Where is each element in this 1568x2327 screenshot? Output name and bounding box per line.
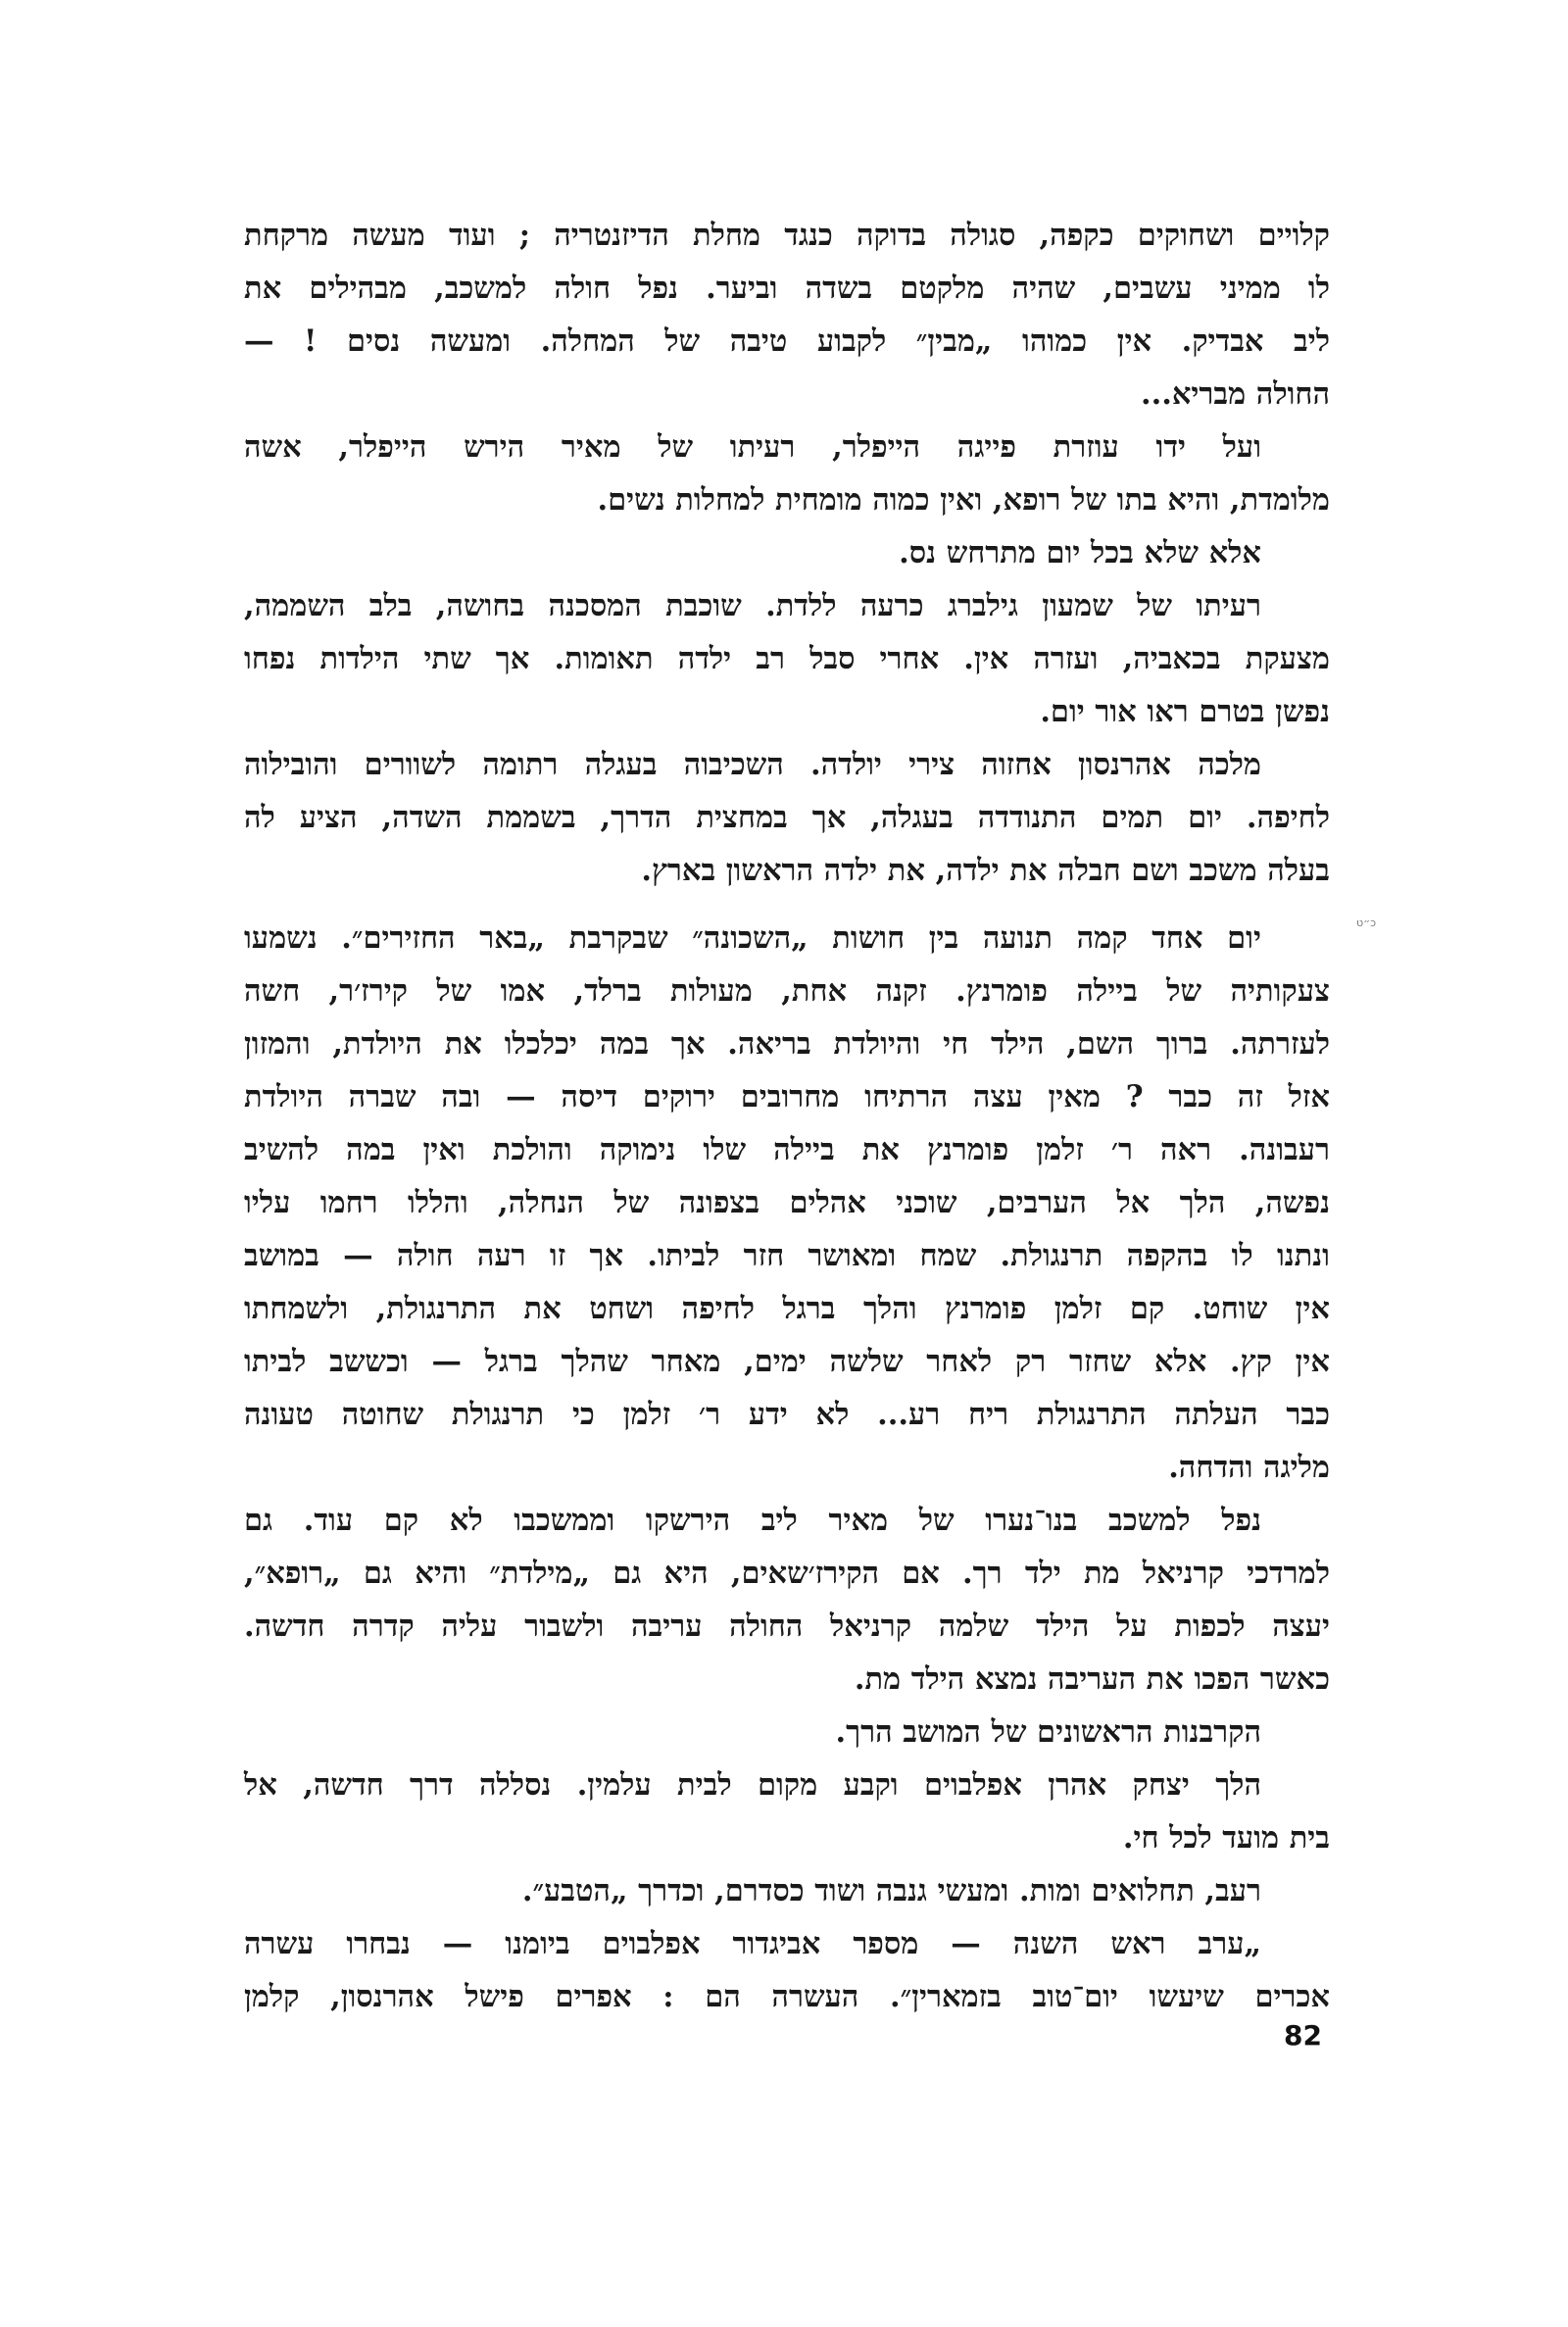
text-line: ונתנו לו בהקפה תרנגולת. שמח ומאושר חזר לביתו. אך זו רעה חולה — במושב <box>244 1238 1330 1273</box>
text-line: רעבונה. ראה ר׳ זלמן פומרנץ את ביילה שלו נימוקה והולכת ואין במה להשיב <box>244 1132 1330 1167</box>
text-line: כבר העלתה התרנגולת ריח רע... לא ידע ר׳ זלמן כי תרנגולת שחוטה טעונה <box>244 1397 1330 1432</box>
text-line: אין קץ. אלא שחזר רק לאחר שלשה ימים, מאחר שהלך ברגל — וכששב לביתו <box>244 1344 1330 1379</box>
text-line: לחיפה. יום תמים התנודדה בעגלה, אך במחצית הדרך, בשממת השדה, הציע לה <box>244 800 1330 835</box>
text-line: החולה מבריא... <box>1140 376 1330 412</box>
text-line: לעזרתה. ברוך השם, הילד חי והיולדת בריאה. אך במה יכלכלו את היולדת, והמזון <box>244 1026 1330 1062</box>
margin-mark: כ״ט <box>1356 916 1377 929</box>
text-line: רעב, תחלואים ומות. ומעשי גנבה ושוד כסדרם, וכדרך „הטבע״. <box>521 1873 1261 1908</box>
text-line: „ערב ראש השנה — מספר אביגדור אפלבוים ביומנו — נבחרו עשרה <box>244 1926 1261 1961</box>
text-line: לו ממיני עשבים, שהיה מלקטם בשדה וביער. נפל חולה למשכב, מבהילים את <box>244 271 1330 306</box>
text-line: נפל למשכב בנו־נערו של מאיר ליב הירשקו וממשכבו לא קם עוד. גם <box>244 1503 1261 1538</box>
text-line: מלכה אהרנסון אחזוה צירי יולדה. השכיבוה בעגלה רתומה לשוורים והובילוה <box>244 747 1261 782</box>
text-line: יעצה לכפות על הילד שלמה קרניאל החולה עריבה ולשבור עליה קדרה חדשה. <box>244 1609 1330 1644</box>
text-line: נפשה, הלך אל הערבים, שוכני אהלים בצפונה של הנחלה, והללו רחמו עליו <box>244 1185 1330 1220</box>
text-line: אזל זה כבר ? מאין עצה הרתיחו מחרובים ירוקים דיסה — ובה שברה היולדת <box>244 1079 1330 1114</box>
text-line: בית מועד לכל חי. <box>1122 1820 1330 1856</box>
text-line: מלומדת, והיא בתו של רופא, ואין כמוה מומחית למחלות נשים. <box>597 482 1330 518</box>
text-line: אין שוחט. קם זלמן פומרנץ והלך ברגל לחיפה ושחט את התרנגולת, ולשמחתו <box>244 1291 1330 1326</box>
text-line: קלויים ושחוקים כקפה, סגולה בדוקה כנגד מחלת הדיזנטריה ; ועוד מעשה מרקחת <box>244 218 1330 253</box>
text-line: רעיתו של שמעון גילברג כרעה ללדת. שוכבת המסכנה בחושה, בלב השממה, <box>244 588 1261 623</box>
text-line: הקרבנות הראשונים של המושב הרך. <box>835 1714 1261 1750</box>
text-line: בעלה משכב ושם חבלה את ילדה, את ילדה הראשון בארץ. <box>641 853 1330 888</box>
text-line: נפשן בטרם ראו אור יום. <box>1040 694 1330 729</box>
text-line: מליגה והדחה. <box>1168 1450 1330 1485</box>
text-line: מצעקת בכאביה, ועזרה אין. אחרי סבל רב ילדה תאומות. אך שתי הילדות נפחו <box>244 641 1330 676</box>
text-line: הלך יצחק אהרן אפלבוים וקבע מקום לבית עלמין. נסללה דרך חדשה, אל <box>244 1767 1261 1803</box>
text-line: אלא שלא בכל יום מתרחש נס. <box>899 535 1261 570</box>
text-line: יום אחד קמה תנועה בין חושות „השכונה״ שבקרבת „באר החזירים״. נשמעו <box>244 920 1261 956</box>
page-number: 82 <box>1284 2019 1322 2052</box>
text-line: ליב אבדיק. אין כמוהו „מבין״ לקבוע טיבה של המחלה. ומעשה נסים ! — <box>244 323 1330 359</box>
text-line: אכרים שיעשו יום־טוב בזמארין״. העשרה הם : אפרים פישל אהרנסון, קלמן <box>244 1979 1330 2014</box>
text-line: צעקותיה של ביילה פומרנץ. זקנה אחת, מעולות ברלד, אמו של קירז׳ר, חשה <box>244 973 1330 1009</box>
text-line: למרדכי קרניאל מת ילד רך. אם הקירז׳שאים, היא גם „מילדת״ והיא גם „רופא״, <box>244 1556 1330 1591</box>
text-section-2 <box>244 912 1330 2023</box>
text-line: כאשר הפכו את העריבה נמצא הילד מת. <box>854 1661 1330 1697</box>
text-section-1 <box>244 209 1330 897</box>
text-line: ועל ידו עוזרת פייגה הייפלר, רעיתו של מאיר הירש הייפלר, אשה <box>244 429 1261 465</box>
